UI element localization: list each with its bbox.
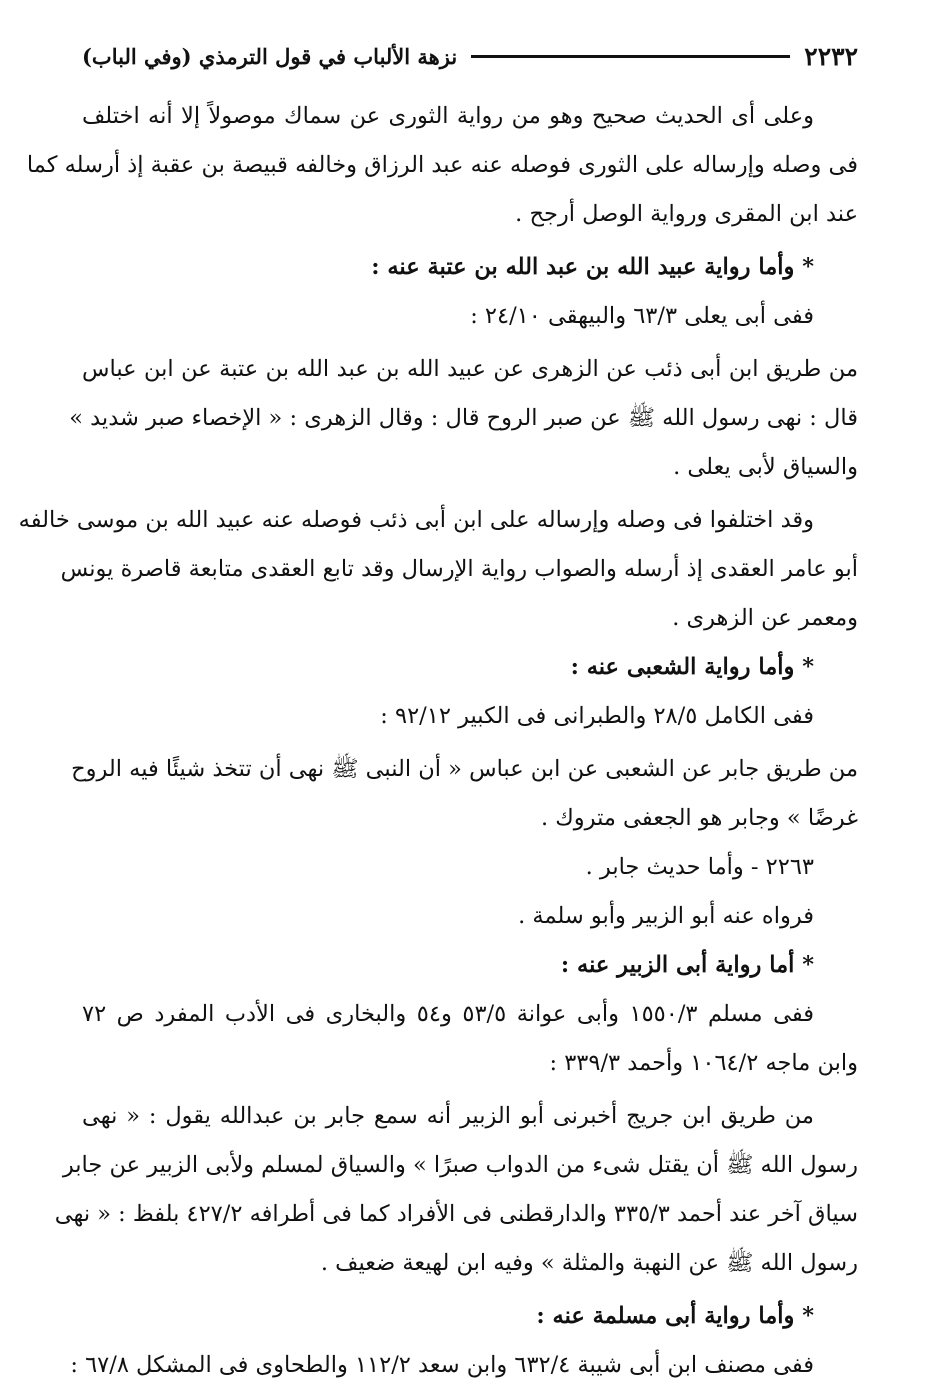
text-line: ٢٢٦٣ - وأما حديث جابر .: [585, 854, 814, 880]
text-line: فرواه عنه أبو الزبير وأبو سلمة .: [518, 903, 814, 929]
text-line: عند ابن المقرى ورواية الوصل أرجح .: [515, 201, 858, 227]
text-line: وعلى أى الحديث صحيح وهو من رواية الثورى عن سماك موصولاً إلا أنه اختلف: [82, 103, 814, 129]
text-line: أبو عامر العقدى إذ أرسله والصواب رواية الإرسال وقد تابع العقدى متابعة قاصرة يونس: [60, 556, 858, 582]
text-line: قال : نهى رسول الله ﷺ عن صبر الروح قال : وقال الزهرى : « الإخصاء صبر شديد »: [69, 405, 858, 431]
page-body: [18, 92, 858, 1390]
section-heading: * وأما رواية الشعبى عنه :: [570, 654, 814, 680]
running-title: نزهة الألباب في قول الترمذي (وفي الباب): [82, 43, 458, 69]
text-line: رسول الله ﷺ أن يقتل شىء من الدواب صبرًا » والسياق لمسلم ولأبى الزبير عن جابر: [62, 1152, 858, 1178]
text-line: سياق آخر عند أحمد ٣٣٥/٣ والدارقطنى فى الأفراد كما فى أطرافه ٤٢٧/٢ بلفظ : « نهى: [54, 1201, 858, 1227]
text-line: ففى مسلم ١٥٥٠/٣ وأبى عوانة ٥٣/٥ و٥٤ والبخارى فى الأدب المفرد ص ٧٢: [82, 1001, 814, 1027]
text-line: والسياق لأبى يعلى .: [673, 454, 858, 480]
text-line: وقد اختلفوا فى وصله وإرساله على ابن أبى ذئب فوصله عنه عبيد الله بن موسى خالفه: [18, 507, 814, 533]
text-line: من طريق جابر عن الشعبى عن ابن عباس « أن النبى ﷺ نهى أن تتخذ شيئًا فيه الروح: [71, 756, 858, 782]
text-line: من طريق ابن جريج أخبرنى أبو الزبير أنه سمع جابر بن عبدالله يقول : « نهى: [82, 1103, 814, 1129]
text-line: ومعمر عن الزهرى .: [672, 605, 858, 631]
text-line: غرضًا » وجابر هو الجعفى متروك .: [540, 805, 858, 831]
page-number: ٢٢٣٢: [804, 41, 858, 71]
text-line: ففى الكامل ٢٨/٥ والطبرانى فى الكبير ٩٢/١٢ :: [380, 703, 814, 729]
header-rule: [471, 55, 790, 58]
page-header: [82, 38, 858, 74]
text-line: فى وصله وإرساله على الثورى فوصله عنه عبد الرزاق وخالفه قبيصة بن عقبة إذ أرسله كما: [26, 152, 858, 178]
section-heading: * وأما رواية عبيد الله بن عبد الله بن عتبة عنه :: [371, 254, 814, 280]
text-line: ففى مصنف ابن أبى شيبة ٦٣٢/٤ وابن سعد ١١٢/٢ والطحاوى فى المشكل ٦٧/٨ :: [70, 1352, 814, 1378]
text-line: ففى أبى يعلى ٦٣/٣ والبيهقى ٢٤/١٠ :: [470, 303, 814, 329]
section-heading: * وأما رواية أبى مسلمة عنه :: [536, 1303, 814, 1329]
section-heading: * أما رواية أبى الزبير عنه :: [560, 952, 814, 978]
text-line: من طريق ابن أبى ذئب عن الزهرى عن عبيد الله بن عبد الله بن عتبة عن ابن عباس: [82, 356, 858, 382]
text-line: وابن ماجه ١٠٦٤/٢ وأحمد ٣٣٩/٣ :: [549, 1050, 858, 1076]
text-line: رسول الله ﷺ عن النهبة والمثلة » وفيه ابن لهيعة ضعيف .: [320, 1250, 858, 1276]
